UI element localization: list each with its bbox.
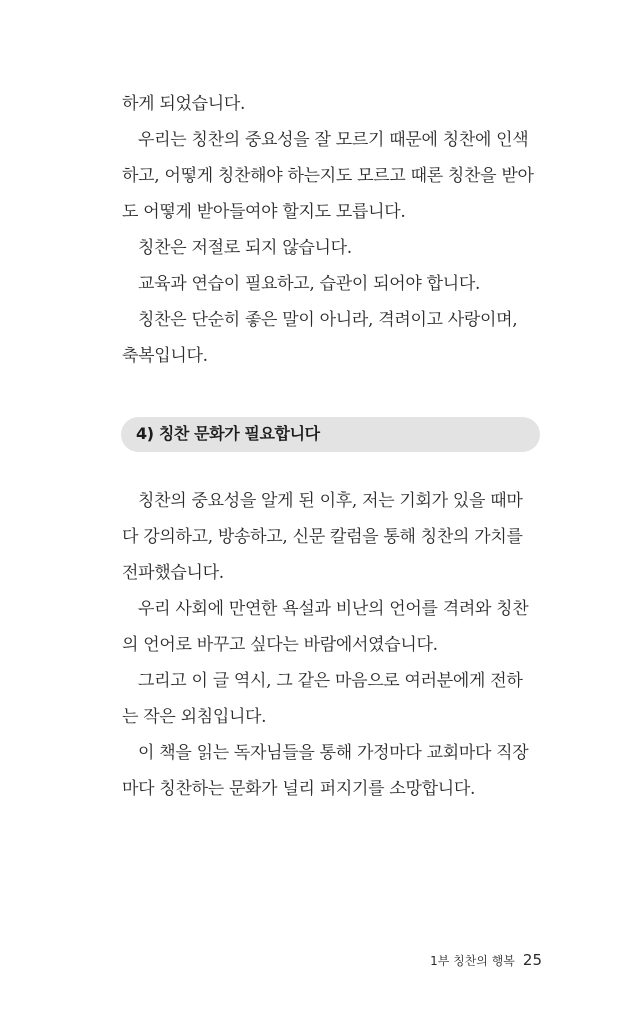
paragraph-8-line-1: 그리고 이 글 역시, 그 같은 마음으로 여러분에게 전하 (138, 671, 523, 691)
page-footer (430, 951, 542, 969)
paragraph-4-line-1: 교육과 연습이 필요하고, 습관이 되어야 합니다. (138, 274, 481, 294)
paragraph-5-line-2: 축복입니다. (122, 346, 208, 366)
paragraph-2-line-3: 도 어떻게 받아들여야 할지도 모릅니다. (122, 202, 406, 222)
paragraph-9-line-1: 이 책을 읽는 독자님들을 통해 가정마다 교회마다 직장 (138, 743, 529, 763)
paragraph-9-line-2: 마다 칭찬하는 문화가 널리 퍼지기를 소망합니다. (122, 779, 476, 799)
paragraph-5-line-1: 칭찬은 단순히 좋은 말이 아니라, 격려이고 사랑이며, (138, 310, 518, 330)
paragraph-6-line-2: 다 강의하고, 방송하고, 신문 칼럼을 통해 칭찬의 가치를 (122, 527, 523, 547)
paragraph-7-line-1: 우리 사회에 만연한 욕설과 비난의 언어를 격려와 칭찬 (138, 599, 529, 619)
paragraph-7-line-2: 의 언어로 바꾸고 싶다는 바람에서였습니다. (122, 635, 438, 655)
paragraph-3-line-1: 칭찬은 저절로 되지 않습니다. (138, 238, 352, 258)
paragraph-2-line-1: 우리는 칭찬의 중요성을 잘 모르기 때문에 칭찬에 인색 (138, 130, 529, 150)
paragraph-6-line-3: 전파했습니다. (122, 563, 224, 583)
running-footer-title: 1부 칭찬의 행복 (430, 954, 515, 968)
paragraph-8-line-2: 는 작은 외침입니다. (122, 707, 267, 727)
paragraph-2-line-2: 하고, 어떻게 칭찬해야 하는지도 모르고 때론 칭찬을 받아 (122, 166, 534, 186)
paragraph-1-line-1: 하게 되었습니다. (122, 94, 246, 114)
page-number: 25 (522, 951, 542, 969)
section-heading: 4) 칭찬 문화가 필요합니다 (136, 424, 320, 443)
paragraph-6-line-1: 칭찬의 중요성을 알게 된 이후, 저는 기회가 있을 때마 (138, 491, 523, 511)
